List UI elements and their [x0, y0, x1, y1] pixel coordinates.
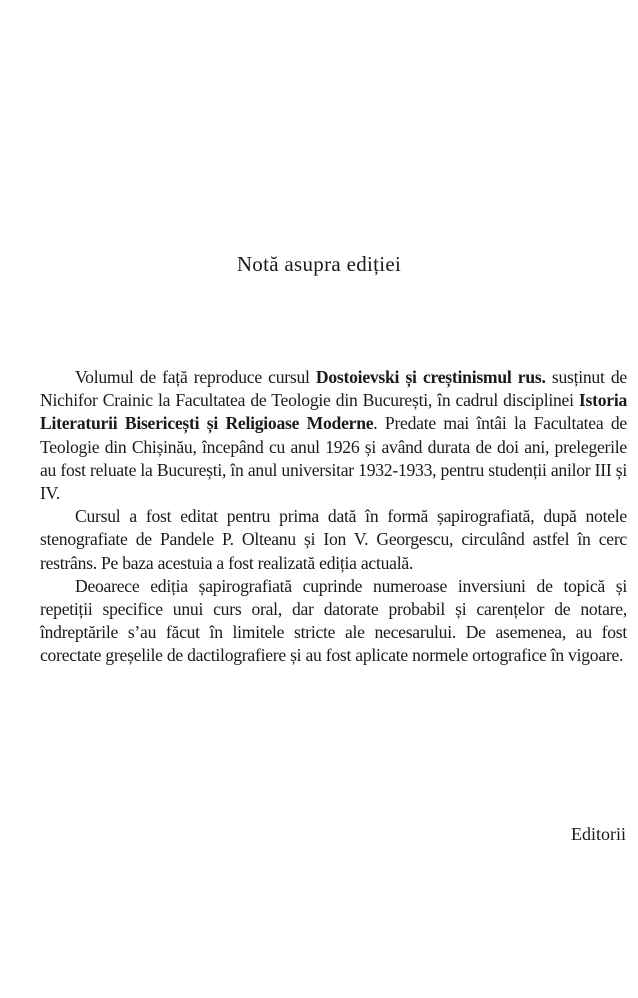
course-title-bold: Dostoievski și creștinismul rus. — [315, 367, 546, 387]
paragraph-1-text-b: susținut de Nichifor Crainic la Facultatea de Teologie din București, în cadrul disciplinei — [40, 367, 627, 411]
page-title: Notă asupra ediției — [236, 252, 402, 276]
paragraph-1 — [40, 366, 627, 505]
paragraph-1-text-c: . Predate mai întâi la Facultatea de Teologie din Chișinău, începând cu anul 1926 și având durata de doi ani, prelegerile au fost reluate la București, în anul universitar 1932-1933, pentru studenții anilor III și IV. — [40, 413, 627, 504]
signature: Editorii — [571, 824, 626, 844]
paragraph-2: Cursul a fost editat pentru prima dată în formă șapirografiată, după notele stenografiate de Pandele P. Olteanu și Ion V. Georgescu, circulând astfel în cerc restrâns. Pe baza acestuia a fost realizată ediția actuală. — [40, 506, 627, 573]
paragraph-3: Deoarece ediția șapirografiată cuprinde numeroase inversiuni de topică și repetiții specifice unui curs oral, dar datorate probabil și carențelor de notare, îndreptările s’au făcut în limitele stricte ale necesarului. De asemenea, au fost corectate greșelile de dactilografiere și au fost aplicate normele ortografice în vigoare. — [40, 575, 627, 666]
discipline-title-bold: Istoria Literaturii Bisericești și Religioase Moderne — [40, 390, 627, 434]
body-text — [40, 366, 627, 668]
paragraph-1-text-a: Volumul de față reproduce cursul — [75, 367, 316, 387]
